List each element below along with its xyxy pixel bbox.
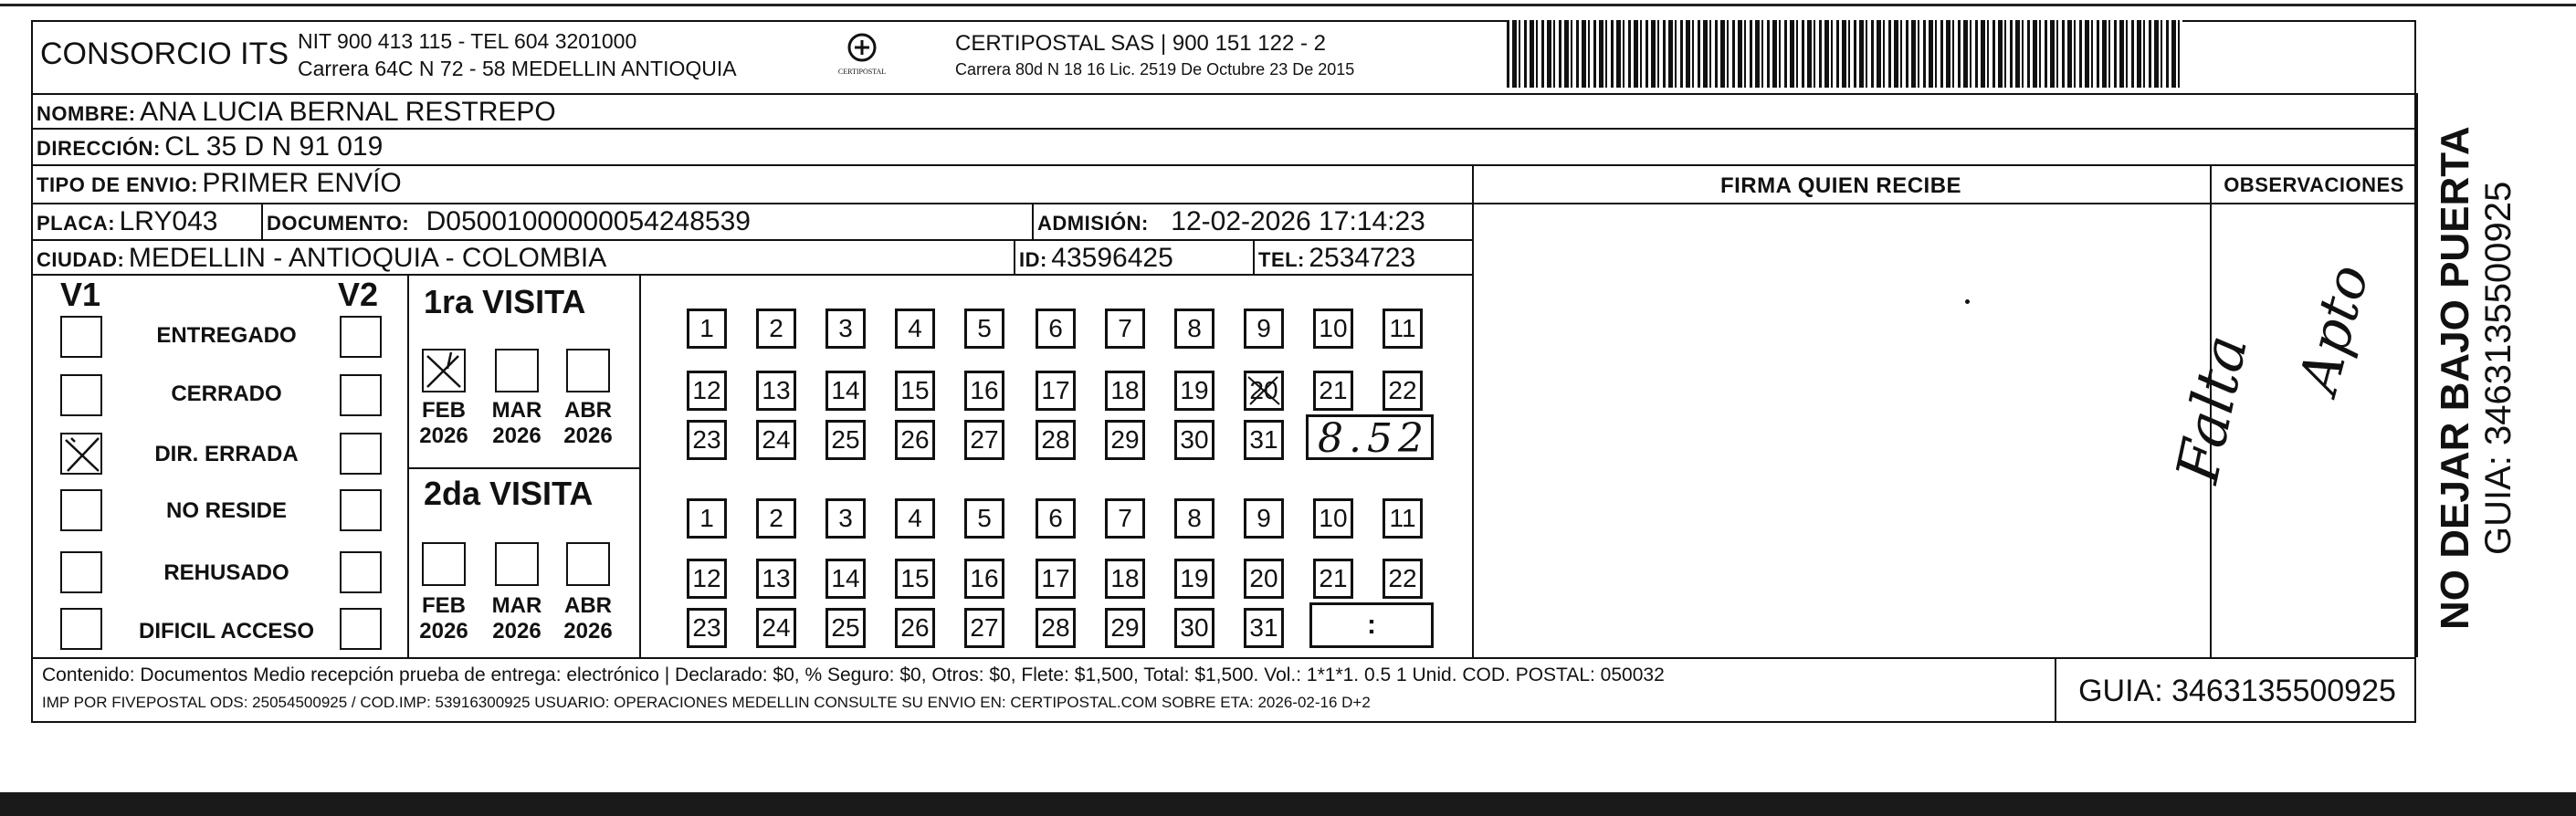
placa-label: PLACA: (37, 212, 116, 235)
id-label: ID: (1019, 248, 1047, 271)
rule (31, 274, 1472, 276)
divider (261, 203, 263, 239)
carrier-name: CERTIPOSTAL SAS | 900 151 122 - 2 (955, 31, 1326, 56)
day-number: 19 (1180, 376, 1209, 404)
documento-label: DOCUMENTO: (267, 212, 410, 235)
first-visit-day-13[interactable] (756, 371, 796, 411)
placa-field (37, 206, 217, 237)
v1-checkbox-cerrado[interactable] (60, 374, 102, 416)
first-visit-month-mar-label (485, 398, 549, 449)
second-visit-title: 2da VISITA (424, 475, 594, 512)
day-number: 16 (970, 564, 999, 592)
second-visit-day-8[interactable] (1174, 498, 1214, 539)
second-visit-day-16[interactable] (964, 559, 1004, 599)
second-visit-day-9[interactable] (1244, 498, 1284, 539)
first-visit-day-4[interactable] (895, 309, 935, 349)
bottom-edge-band (0, 792, 2576, 816)
day-number: 21 (1319, 376, 1348, 404)
first-visit-month-abr-label (556, 398, 620, 449)
first-visit-day-27[interactable] (964, 420, 1004, 460)
v2-checkbox-entregado[interactable] (340, 316, 382, 358)
second-visit-day-13[interactable] (756, 559, 796, 599)
first-visit-day-1[interactable] (687, 309, 727, 349)
first-visit-day-12[interactable] (687, 371, 727, 411)
second-visit-day-6[interactable] (1036, 498, 1076, 539)
first-visit-day-21[interactable] (1313, 371, 1353, 411)
second-visit-day-2[interactable] (756, 498, 796, 539)
company-address: Carrera 64C N 72 - 58 MEDELLIN ANTIOQUIA (298, 57, 737, 80)
first-visit-day-17[interactable] (1036, 371, 1076, 411)
top-edge-line (0, 4, 2576, 6)
rule (407, 467, 639, 469)
nombre-row (37, 97, 556, 128)
day-number: 26 (900, 425, 930, 454)
first-visit-day-22[interactable] (1383, 371, 1423, 411)
day-number: 3 (838, 504, 853, 532)
side-guia: GUIA: 3463135500925 (2478, 181, 2518, 555)
month-name: MAR (491, 398, 542, 423)
footer-contenido: Contenido: Documentos Medio recepción prueba de entrega: electrónico | Declarado: $0, % Seguro: $0, Otros: $0, Flete: $1,500, Total: $1,500. Vol.: 1*1*1. 0.5 1 Unid. COD. POSTAL: 050032 (42, 664, 1665, 685)
day-number: 5 (977, 504, 992, 532)
first-visit-day-19[interactable] (1174, 371, 1214, 411)
day-number: 5 (977, 314, 992, 342)
check-mark-icon (62, 434, 102, 475)
day-number: 20 (1249, 564, 1278, 592)
status-label-no-reside: NO RESIDE (165, 498, 288, 523)
second-visit-day-26[interactable] (895, 608, 935, 648)
second-visit-day-5[interactable] (964, 498, 1004, 539)
first-visit-day-23[interactable] (687, 420, 727, 460)
second-visit-day-12[interactable] (687, 559, 727, 599)
v1-checkbox-dir-errada[interactable] (60, 433, 102, 475)
day-number: 1 (699, 314, 714, 342)
firma-header: FIRMA QUIEN RECIBE (1719, 173, 1962, 198)
v1-checkbox-dificil-acceso[interactable] (60, 608, 102, 650)
second-visit-day-7[interactable] (1105, 498, 1145, 539)
second-visit-day-4[interactable] (895, 498, 935, 539)
ciudad-label: CIUDAD: (37, 248, 125, 271)
day-number: 18 (1110, 564, 1140, 592)
first-visit-day-11[interactable] (1383, 309, 1423, 349)
month-year: 2026 (492, 619, 541, 643)
divider (1014, 239, 1015, 274)
certipostal-logo-text: CERTIPOSTAL (837, 68, 887, 76)
day-number: 23 (692, 425, 721, 454)
rule (31, 239, 1472, 241)
day-number: 30 (1180, 425, 1209, 454)
stray-dot (1965, 299, 1970, 304)
second-visit-day-11[interactable] (1383, 498, 1423, 539)
day-number: 28 (1041, 425, 1070, 454)
v2-heading: V2 (338, 276, 379, 313)
second-visit-month-feb-label (412, 593, 476, 644)
tel-field (1258, 243, 1415, 274)
footer-imp: IMP POR FIVEPOSTAL ODS: 25054500925 / COD.IMP: 53916300925 USUARIO: OPERACIONES MEDELLIN CONSULTE SU ENVIO EN: CERTIPOSTAL.COM SOBRE ETA: 2026-02-16 D+2 (42, 694, 1371, 711)
first-visit-day-24[interactable] (756, 420, 796, 460)
first-visit-day-7[interactable] (1105, 309, 1145, 349)
first-visit-day-5[interactable] (964, 309, 1004, 349)
first-visit-time-box[interactable] (1306, 414, 1434, 460)
second-visit-day-10[interactable] (1313, 498, 1353, 539)
second-visit-time-box[interactable] (1309, 602, 1434, 648)
month-year: 2026 (563, 619, 613, 643)
status-label-dir-errada: DIR. ERRADA (154, 442, 299, 466)
day-number: 24 (762, 425, 791, 454)
day-number: 29 (1110, 425, 1140, 454)
divider (1253, 239, 1255, 274)
day-number: 17 (1041, 376, 1070, 404)
first-visit-day-2[interactable] (756, 309, 796, 349)
day-number: 8 (1187, 504, 1202, 532)
day-number: 21 (1319, 564, 1348, 592)
company-name: CONSORCIO ITS (40, 37, 289, 71)
day-number: 22 (1388, 564, 1417, 592)
tipo-row (37, 168, 402, 199)
second-visit-time-value: : (1367, 610, 1376, 640)
day-number: 3 (838, 314, 853, 342)
month-name: ABR (564, 398, 612, 423)
v2-checkbox-dificil-acceso[interactable] (340, 608, 382, 650)
first-visit-day-26[interactable] (895, 420, 935, 460)
v2-checkbox-dir-errada[interactable] (340, 433, 382, 475)
second-visit-day-17[interactable] (1036, 559, 1076, 599)
divider (639, 274, 641, 657)
month-year: 2026 (419, 619, 468, 643)
v1-heading: V1 (60, 276, 101, 313)
first-visit-month-feb-label (412, 398, 476, 449)
status-label-rehusado: REHUSADO (163, 560, 289, 585)
day-number: 29 (1110, 613, 1140, 642)
tel-value: 2534723 (1309, 243, 1416, 273)
day-number: 9 (1256, 504, 1271, 532)
status-label-cerrado: CERRADO (171, 382, 282, 406)
admision-value: 12-02-2026 17:14:23 (1171, 206, 1425, 236)
second-visit-month-mar-label (485, 593, 549, 644)
day-number: 15 (900, 376, 930, 404)
first-visit-day-10[interactable] (1313, 309, 1353, 349)
divider (2055, 657, 2056, 723)
day-number: 2 (769, 504, 783, 532)
divider (1032, 203, 1034, 239)
ciudad-value: MEDELLIN - ANTIOQUIA - COLOMBIA (128, 243, 607, 273)
divider (2416, 93, 2418, 657)
first-visit-day-16[interactable] (964, 371, 1004, 411)
rule (31, 203, 2416, 204)
first-visit-day-31[interactable] (1244, 420, 1284, 460)
first-visit-day-30[interactable] (1174, 420, 1214, 460)
admision-field (1037, 206, 1425, 237)
day-number: 6 (1048, 504, 1063, 532)
side-warning: NO DEJAR BAJO PUERTA (2433, 126, 2477, 630)
first-visit-month-mar-box[interactable] (495, 349, 539, 392)
day-number: 1 (699, 504, 714, 532)
month-name: FEB (422, 398, 466, 423)
day-number: 26 (900, 613, 930, 642)
first-visit-day-29[interactable] (1105, 420, 1145, 460)
barcode (1507, 20, 2182, 88)
rule (31, 164, 2416, 166)
documento-value: D05001000000054248539 (426, 206, 751, 236)
direccion-label: DIRECCIÓN: (37, 137, 161, 160)
v1-checkbox-no-reside[interactable] (60, 489, 102, 531)
second-visit-day-30[interactable] (1174, 608, 1214, 648)
documento-field (267, 206, 751, 237)
day-number: 22 (1388, 376, 1417, 404)
day-number: 11 (1389, 504, 1416, 532)
first-visit-day-9[interactable] (1244, 309, 1284, 349)
day-number: 24 (762, 613, 791, 642)
first-visit-day-25[interactable] (825, 420, 866, 460)
rule (31, 128, 2416, 130)
first-visit-title: 1ra VISITA (424, 283, 586, 320)
day-number: 16 (970, 376, 999, 404)
day-number: 18 (1110, 376, 1140, 404)
first-visit-day-15[interactable] (895, 371, 935, 411)
placa-value: LRY043 (119, 206, 218, 236)
day-number: 25 (831, 425, 860, 454)
first-visit-day-14[interactable] (825, 371, 866, 411)
first-visit-day-18[interactable] (1105, 371, 1145, 411)
first-visit-day-6[interactable] (1036, 309, 1076, 349)
carrier-license: Carrera 80d N 18 16 Lic. 2519 De Octubre 23 De 2015 (955, 60, 1355, 78)
first-visit-day-3[interactable] (825, 309, 866, 349)
day-number: 2 (769, 314, 783, 342)
day-number: 4 (908, 314, 922, 342)
second-visit-month-feb-box[interactable] (422, 542, 466, 586)
second-visit-day-29[interactable] (1105, 608, 1145, 648)
day-number: 13 (762, 376, 791, 404)
second-visit-day-14[interactable] (825, 559, 866, 599)
second-visit-day-31[interactable] (1244, 608, 1284, 648)
direccion-row (37, 131, 383, 162)
day-number: 28 (1041, 613, 1070, 642)
divider (1472, 164, 1474, 657)
month-name: FEB (422, 593, 466, 618)
second-visit-day-18[interactable] (1105, 559, 1145, 599)
month-name: ABR (564, 593, 612, 618)
id-value: 43596425 (1051, 243, 1173, 273)
month-name: MAR (491, 593, 542, 618)
first-visit-day-28[interactable] (1036, 420, 1076, 460)
second-visit-day-1[interactable] (687, 498, 727, 539)
day-number: 27 (970, 425, 999, 454)
second-visit-day-3[interactable] (825, 498, 866, 539)
day-number: 11 (1389, 314, 1416, 342)
day-number: 30 (1180, 613, 1209, 642)
day-number: 15 (900, 564, 930, 592)
second-visit-day-22[interactable] (1383, 559, 1423, 599)
footer-guia: GUIA: 3463135500925 (2078, 674, 2396, 708)
nombre-value: ANA LUCIA BERNAL RESTREPO (140, 97, 556, 127)
month-year: 2026 (492, 424, 541, 448)
second-visit-month-abr-label (556, 593, 620, 644)
month-year: 2026 (563, 424, 613, 448)
divider (407, 274, 409, 657)
day-number: 14 (831, 564, 860, 592)
handwritten-observation-apto: Apto (2287, 257, 2382, 401)
v2-checkbox-rehusado[interactable] (340, 551, 382, 593)
first-visit-day-8[interactable] (1174, 309, 1214, 349)
second-visit-day-24[interactable] (756, 608, 796, 648)
second-visit-day-28[interactable] (1036, 608, 1076, 648)
second-visit-day-23[interactable] (687, 608, 727, 648)
tel-label: TEL: (1258, 248, 1305, 271)
second-visit-day-25[interactable] (825, 608, 866, 648)
day-number: 6 (1048, 314, 1063, 342)
day-number: 7 (1118, 504, 1132, 532)
month-year: 2026 (419, 424, 468, 448)
first-visit-month-feb-box[interactable] (422, 349, 466, 392)
rule (31, 93, 2416, 95)
second-visit-day-19[interactable] (1174, 559, 1214, 599)
v1-checkbox-entregado[interactable] (60, 316, 102, 358)
first-visit-month-abr-box[interactable] (566, 349, 610, 392)
day-number: 14 (831, 376, 860, 404)
second-visit-day-20[interactable] (1244, 559, 1284, 599)
handwritten-observation-falta: Falta (2164, 329, 2262, 489)
v1-checkbox-rehusado[interactable] (60, 551, 102, 593)
day-number: 27 (970, 613, 999, 642)
direccion-value: CL 35 D N 91 019 (164, 131, 384, 162)
v2-checkbox-no-reside[interactable] (340, 489, 382, 531)
nombre-label: NOMBRE: (37, 102, 136, 125)
day-number: 17 (1041, 564, 1070, 592)
admision-label: ADMISIÓN: (1037, 212, 1149, 235)
day-number: 20 (1249, 376, 1278, 404)
ciudad-field (37, 243, 606, 274)
second-visit-day-27[interactable] (964, 608, 1004, 648)
second-visit-day-15[interactable] (895, 559, 935, 599)
day-number: 12 (692, 564, 721, 592)
day-number: 12 (692, 376, 721, 404)
day-number: 31 (1249, 613, 1278, 642)
day-number: 7 (1118, 314, 1132, 342)
tipo-value: PRIMER ENVÍO (202, 168, 402, 198)
first-visit-time-value: 8.52 (1318, 415, 1429, 462)
check-mark-icon (1246, 373, 1281, 408)
day-number: 25 (831, 613, 860, 642)
company-nit-tel: NIT 900 413 115 - TEL 604 3201000 (298, 29, 637, 53)
first-visit-day-20[interactable] (1244, 371, 1284, 411)
day-number: 13 (762, 564, 791, 592)
day-number: 23 (692, 613, 721, 642)
id-field (1019, 243, 1173, 274)
second-visit-month-abr-box[interactable] (566, 542, 610, 586)
status-label-dificil-acceso: DIFICIL ACCESO (138, 619, 314, 643)
check-mark-icon (424, 350, 464, 391)
day-number: 19 (1180, 564, 1209, 592)
tipo-label: TIPO DE ENVIO: (37, 173, 198, 196)
status-label-entregado: ENTREGADO (156, 323, 297, 348)
day-number: 31 (1249, 425, 1278, 454)
second-visit-day-21[interactable] (1313, 559, 1353, 599)
v2-checkbox-cerrado[interactable] (340, 374, 382, 416)
day-number: 4 (908, 504, 922, 532)
observaciones-header: OBSERVACIONES (2224, 173, 2404, 196)
day-number: 8 (1187, 314, 1202, 342)
day-number: 9 (1256, 314, 1271, 342)
day-number: 10 (1319, 504, 1348, 532)
second-visit-month-mar-box[interactable] (495, 542, 539, 586)
day-number: 10 (1319, 314, 1348, 342)
rule (31, 657, 2416, 659)
